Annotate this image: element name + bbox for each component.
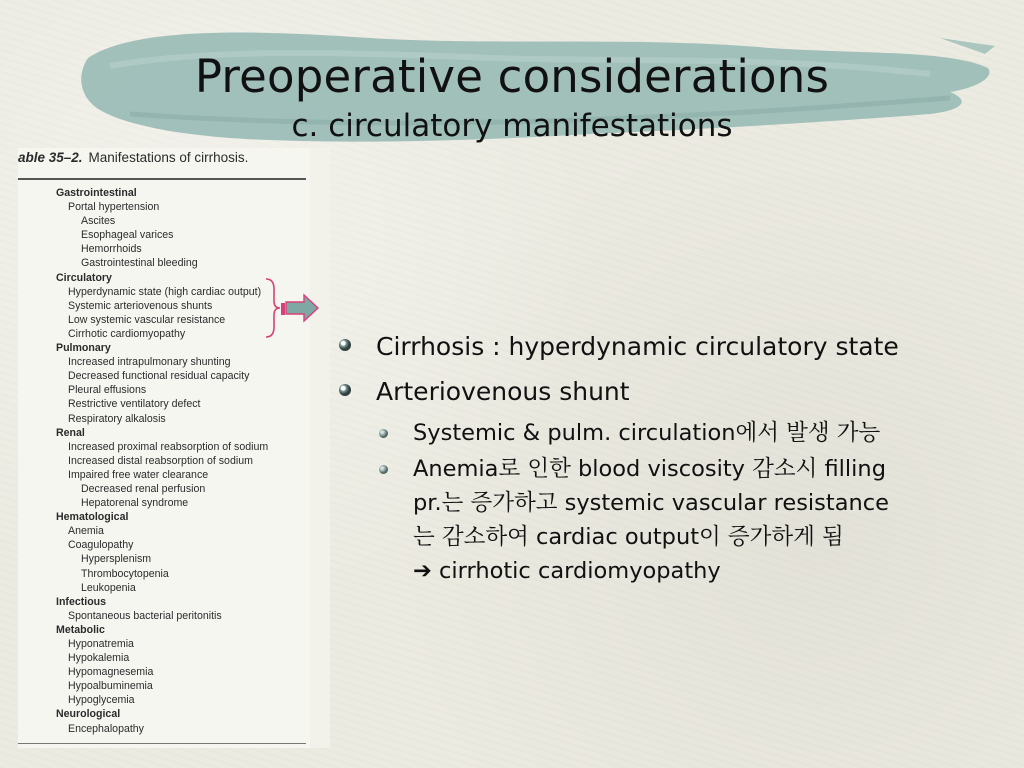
table-row: Systemic arteriovenous shunts: [68, 299, 213, 312]
table-row: Hypomagnesemia: [68, 666, 154, 679]
table-row: Low systemic vascular resistance: [68, 313, 226, 326]
bullet-text: Arteriovenous shunt: [376, 377, 630, 406]
table-row: Hypoalbuminemia: [68, 680, 153, 693]
sub-bullet-text-line: Anemia로 인한 blood viscosity 감소시 filling: [413, 456, 886, 482]
slide-subtitle: c. circulatory manifestations: [291, 108, 733, 144]
curly-bracket-arrow-icon: [264, 277, 324, 339]
table-category-row: Circulatory: [56, 271, 112, 284]
table-row: Increased proximal reabsorption of sodium: [68, 440, 269, 453]
table-caption-label: able 35–2.: [18, 150, 83, 165]
table-category-row: Renal: [56, 426, 85, 439]
table-row: Spontaneous bacterial peritonitis: [68, 609, 222, 622]
bullet-item: [338, 324, 1008, 369]
table-row: Cirrhotic cardiomyopathy: [68, 327, 186, 340]
bullet-item: [338, 369, 1008, 414]
bullet-list: [338, 324, 1008, 588]
table-category-row: Metabolic: [56, 623, 105, 636]
sub-bullet-text: Systemic & pulm. circulation에서 발생 가능: [413, 420, 881, 446]
table-row: Hypoglycemia: [68, 694, 135, 707]
sub-bullet-text-line: pr.는 증가하고 systemic vascular resistance: [413, 490, 889, 516]
table-row: Gastrointestinal bleeding: [81, 257, 198, 270]
table-caption: [18, 150, 248, 165]
sub-bullet-item: [338, 416, 1008, 450]
table-row: Encephalopathy: [68, 722, 144, 735]
table-row: Impaired free water clearance: [68, 468, 209, 481]
table-row: Ascites: [81, 215, 116, 228]
table-top-rule: [18, 178, 306, 180]
table-category-row: Pulmonary: [56, 342, 111, 355]
bullet-text: Cirrhosis : hyperdynamic circulatory state: [376, 332, 899, 361]
table-category-row: Hematological: [56, 511, 129, 524]
cirrhosis-manifestations-table: [18, 148, 314, 748]
table-category-row: Neurological: [56, 708, 121, 721]
table-row: Restrictive ventilatory defect: [68, 398, 201, 411]
table-category-row: Infectious: [56, 595, 107, 608]
table-row: Esophageal varices: [81, 229, 174, 242]
table-image-edge: [310, 148, 330, 748]
table-row: Coagulopathy: [68, 539, 134, 552]
table-row: Hyponatremia: [68, 638, 134, 650]
table-row: Hemorrhoids: [81, 243, 142, 256]
sub-bullet-text-line: 는 감소하여 cardiac output이 증가하게 됨: [413, 524, 844, 550]
small-dot-bullet-icon: [379, 465, 388, 474]
table-row: Portal hypertension: [68, 201, 160, 214]
slide-title: Preoperative considerations: [194, 50, 830, 103]
round-bullet-icon: [339, 384, 351, 396]
round-bullet-icon: [339, 339, 351, 351]
table-row: Respiratory alkalosis: [68, 412, 166, 425]
table-row: Leukopenia: [81, 581, 136, 594]
table-bottom-rule: [18, 743, 306, 744]
small-dot-bullet-icon: [379, 429, 388, 438]
table-caption-text: Manifestations of cirrhosis.: [88, 150, 249, 165]
table-row: Hypokalemia: [68, 652, 130, 665]
table-rows: [56, 186, 268, 736]
table-row: Decreased renal perfusion: [81, 482, 206, 495]
table-row: Thrombocytopenia: [81, 567, 169, 580]
table-row: Hypersplenism: [81, 553, 152, 566]
table-row: Pleural effusions: [68, 384, 147, 397]
table-row: Hepatorenal syndrome: [81, 497, 189, 510]
table-row: Hyperdynamic state (high cardiac output): [68, 285, 262, 298]
table-row: Decreased functional residual capacity: [68, 370, 250, 383]
table-row: Increased distal reabsorption of sodium: [68, 454, 253, 467]
table-row: Anemia: [68, 525, 104, 538]
table-category-row: Gastrointestinal: [56, 187, 137, 199]
table-row: Increased intrapulmonary shunting: [68, 356, 231, 369]
sub-bullet-item: [338, 452, 1008, 588]
sub-bullet-text-line: ➔ cirrhotic cardiomyopathy: [413, 558, 721, 584]
